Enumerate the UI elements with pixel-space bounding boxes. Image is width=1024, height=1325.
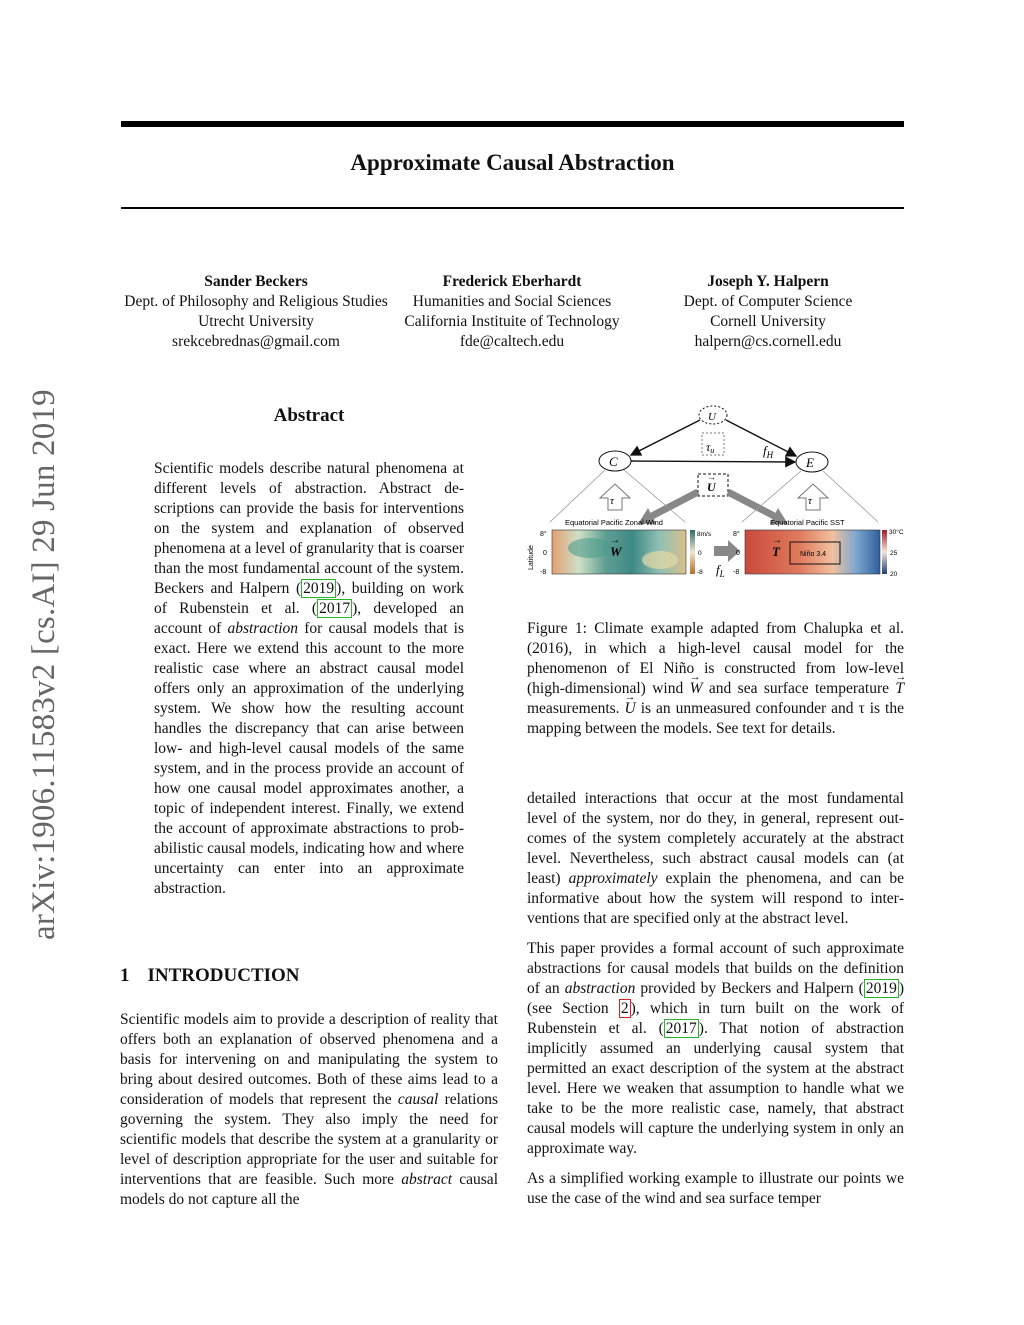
confounder-label: U: [708, 411, 716, 423]
section-ref-link[interactable]: 2: [620, 1000, 629, 1017]
emphasis-text: abstraction: [564, 980, 636, 997]
f-l-label: $f_L$: [716, 562, 725, 579]
caption-text-part: and sea surface temperature: [702, 680, 896, 697]
wind-panel-title: Equatorial Pacific Zonal Wind: [565, 518, 663, 527]
intro-paragraph: [120, 1010, 498, 1210]
latitude-label: Latitude: [528, 545, 535, 570]
sst-colorbar: [882, 530, 887, 574]
sst-scale-top: 30°C: [889, 529, 904, 536]
arrow-u-to-e: [726, 420, 796, 456]
body-text-part: ) (see Section: [527, 980, 905, 1017]
author-institution: California Instituite of Technology: [404, 313, 620, 330]
tau-arrow-right: [798, 484, 828, 510]
author-block-2: [392, 272, 632, 352]
title-bottom-rule: [121, 207, 904, 209]
body-text-part: explain the phenomena, and can be informative about how the system will respond to interventions that are specified only at the abstract level.: [527, 870, 904, 927]
wind-lat-mid: 0: [543, 550, 547, 557]
emphasis-text: approximately: [568, 870, 658, 887]
arxiv-identifier[interactable]: arXiv:1906.11583v2 [cs.AI] 29 Jun 2019: [26, 389, 62, 940]
projection-line: [823, 471, 878, 522]
tau-u-label: τu: [706, 440, 715, 455]
arrow-c-to-e: [631, 461, 795, 462]
author-dept: Dept. of Philosophy and Religious Studies: [124, 293, 388, 310]
author-block-3: [664, 272, 872, 352]
author-email[interactable]: fde@caltech.edu: [459, 333, 565, 350]
caption-vector-u: → U: [625, 700, 636, 717]
intro-text-part: Scientific models aim to provide a description of reality that offers both an explanation of observed phenomena and a basis for intervening on and manipulating the system to bring about desired outcomes. Both of these aims lead to a consideration of models that represent the: [120, 1011, 498, 1108]
author-block-1: [108, 272, 404, 352]
cause-label: C: [609, 454, 618, 469]
caption-vector-w: → W: [690, 680, 703, 697]
author-dept: Dept. of Computer Science: [683, 293, 853, 310]
caption-text-part: is an unmeasured confounder and τ is the mapping between the models. See text for details.: [527, 700, 904, 737]
f-h-label: $f_H$: [763, 443, 774, 460]
body-text-part: ), which in turn built on the work of Rubenstein et al. (: [527, 1000, 904, 1037]
citation-link[interactable]: 2019: [303, 580, 335, 597]
tau-arrow-left: [600, 484, 630, 510]
citation-link[interactable]: 2017: [665, 1020, 697, 1037]
author-institution: Cornell University: [710, 313, 826, 330]
sst-lat-top: 8°: [733, 531, 740, 538]
emphasis-text: abstraction: [227, 620, 299, 637]
caption-vector-t: → T: [895, 680, 904, 697]
sst-lat-mid: 0: [736, 550, 740, 557]
citation-link[interactable]: 2017: [319, 600, 351, 617]
emphasis-text: causal: [397, 1091, 439, 1108]
abstract-text-part: ), developed an account of: [154, 600, 464, 637]
u-vector-arrow: →: [707, 472, 716, 482]
body-paragraph: As a simplified working example to illustrate our points we use the case of the wind and sea surface temper: [527, 1170, 904, 1207]
emphasis-text: abstract: [401, 1171, 453, 1188]
body-paragraph: [527, 789, 904, 929]
body-text-part: This paper provides a formal account of such approximate abstractions for causal models that builds on the definition of an: [527, 940, 904, 997]
author-name: Sander Beckers: [204, 273, 308, 290]
author-email[interactable]: srekcebrednas@gmail.com: [172, 333, 340, 350]
sst-panel-title: Equatorial Pacific SST: [770, 518, 845, 527]
sst-scale-mid: 25: [890, 550, 898, 557]
abstract-text-part: for causal models that is exact. Here we extend this account to the more realistic case where an abstract causal model offers only an approximation of the underlying system. We show how the resulting account handles the discrepancy that can arise between low- and high-level causal models of the same system, and in the process provide an account of how one causal model approximates another, a topic of independent interest. Finally, we extend the account of approximate abstractions to probabilistic causal models, indicating how and where uncertainty can enter into an approximate abstraction.: [154, 620, 465, 897]
projection-line: [550, 470, 605, 522]
wind-lat-top: 8°: [540, 531, 547, 538]
abstract-text-part: ), building on work of Rubenstein et al. (: [154, 580, 465, 617]
tau-right-label: τ: [808, 495, 812, 507]
intro-text-part: relations governing the system. They also imply the need for scientific models that describe the system at a granularity or level of description appropriate for the user and suitable for interventions that are feasible. Such more: [120, 1091, 498, 1188]
intro-text-part: causal models do not capture all the: [120, 1171, 498, 1208]
nino-box-label: Niño 3.4: [800, 551, 827, 558]
t-vector-label: T: [772, 544, 780, 559]
abstract-text-part: Scientific models describe natural phenomena at different levels of abstraction. Abstract descriptions can provide the basis for interventions on the system and explanation of observed phenomena at a level of granularity that is coarser than the most fundamental account of the system. Beckers and Halpern (: [154, 460, 464, 597]
tau-left-label: τ: [610, 495, 614, 507]
author-institution: Utrecht University: [198, 313, 314, 330]
section-heading: [120, 965, 300, 987]
abstract-text: [154, 459, 464, 899]
sst-scale-bot: 20: [890, 571, 898, 578]
figure-1-caption: [527, 619, 904, 739]
citation-link[interactable]: 2019: [865, 980, 897, 997]
author-name: Frederick Eberhardt: [442, 273, 582, 290]
wind-scale-bot: -8: [697, 569, 703, 576]
t-vector-arrow: →: [772, 535, 782, 546]
wind-scale-top: 8m/s: [697, 531, 712, 538]
figure-1-diagram: [520, 400, 910, 590]
section-title: INTRODUCTION: [147, 965, 300, 986]
w-vector-arrow: →: [610, 535, 620, 546]
author-name: Joseph Y. Halpern: [707, 273, 829, 290]
caption-text-part: Figure 1: Climate example adapted from Chalupka et al. (2016), in which a high-level causal model for the phenomenon of El Niño is constructed from low-level (high-dimensional) wind: [527, 620, 904, 697]
author-dept: Humanities and Social Sciences: [412, 293, 612, 310]
grey-arrow-right: [728, 492, 778, 518]
caption-text-part: measurements.: [527, 700, 625, 717]
body-text-part: ). That notion of abstraction implicitly assumed an underlying causal system that permitted an exact description of the system at the abstract level. Here we weaken that assumption to handle what we take to be the more realistic case, namely, that abstract causal models will capture the underlying system in only an approximate way.: [527, 1020, 905, 1157]
arrow-u-to-c: [631, 420, 700, 455]
paper-title: Approximate Causal Abstraction: [350, 150, 675, 175]
effect-label: E: [806, 455, 814, 470]
sst-lat-bot: -8: [733, 569, 740, 576]
wind-heatmap-blob: [642, 551, 678, 569]
author-email[interactable]: halpern@cs.cornell.edu: [694, 333, 842, 350]
body-text-part: detailed interactions that occur at the most fundamental level of the system, nor do they, in general, represent outcomes of the system completely accurately at the abstract level. Nevertheless, such abstract causal models can (at least): [527, 790, 904, 887]
wind-heatmap-blob: [568, 538, 612, 558]
section-number: 1: [120, 965, 130, 986]
right-column-text: [527, 789, 904, 1219]
wind-lat-bot: -8: [540, 569, 547, 576]
wind-scale-mid: 0: [698, 550, 702, 557]
wind-colorbar: [690, 530, 695, 574]
body-text-part: provided by Beckers and Halpern (: [635, 980, 864, 997]
u-vector-label: U: [707, 480, 716, 494]
w-vector-label: W: [610, 544, 622, 559]
body-paragraph: [527, 939, 904, 1159]
grey-arrow-left: [648, 492, 698, 518]
abstract-heading: Abstract: [273, 405, 345, 426]
top-rule: [121, 121, 904, 127]
